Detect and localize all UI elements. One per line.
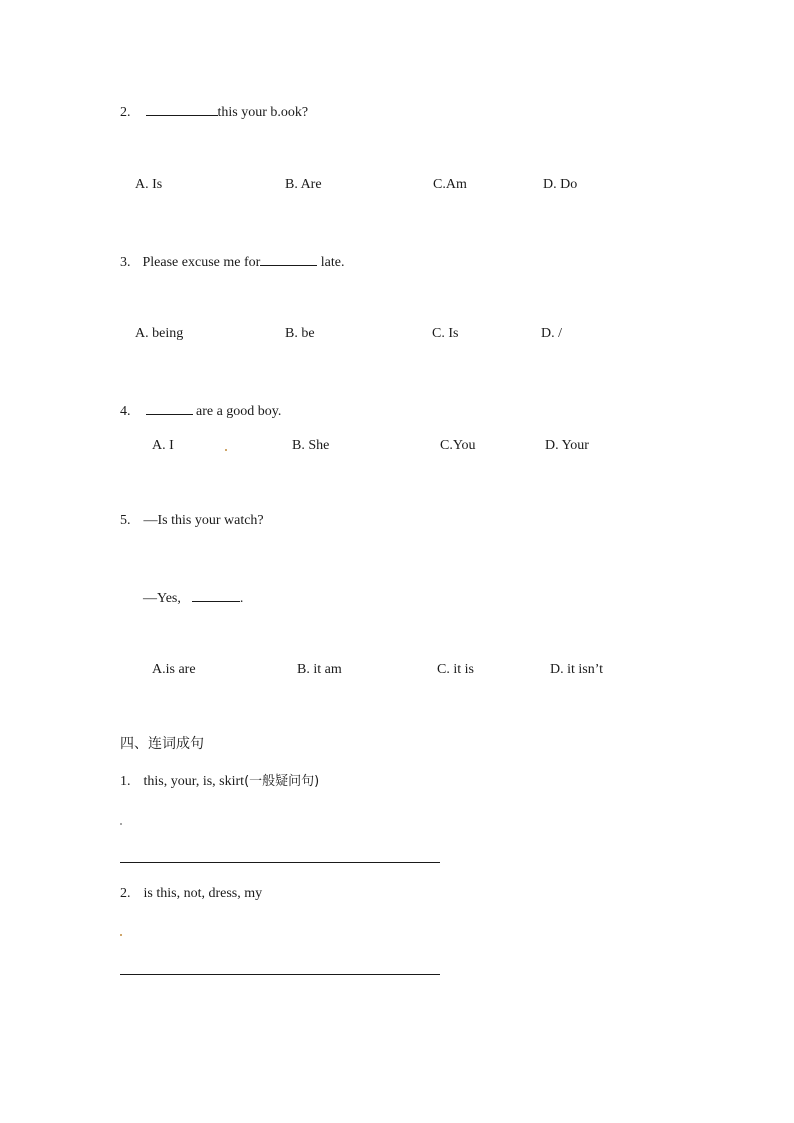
question-number: 4.	[120, 404, 131, 419]
option-b[interactable]: B. it am	[297, 662, 342, 677]
item-number: 2.	[120, 886, 131, 901]
option-a[interactable]: A.is are	[152, 662, 196, 677]
answer-blank[interactable]	[146, 102, 218, 116]
question-3	[120, 252, 345, 271]
question-2	[120, 102, 308, 121]
answer-prefix: —Yes,	[143, 591, 181, 606]
answer-blank[interactable]	[192, 588, 240, 602]
option-c[interactable]: C.You	[440, 438, 476, 453]
question-4	[120, 401, 281, 420]
answer-line-1[interactable]	[120, 862, 440, 863]
item-words: is this, not, dress, my	[143, 886, 263, 901]
option-b[interactable]: B. Are	[285, 177, 322, 192]
option-d[interactable]: D. Do	[543, 177, 578, 192]
question-5	[120, 513, 264, 529]
stray-dot-mark	[120, 934, 122, 936]
answer-line-2[interactable]	[120, 974, 440, 975]
question-5-answer-line	[143, 588, 243, 607]
sentence-item-2	[120, 886, 262, 902]
option-a[interactable]: A. Is	[135, 177, 163, 192]
stray-dot-mark	[225, 449, 227, 451]
option-c[interactable]: C. Is	[432, 326, 459, 341]
question-number: 3.	[120, 255, 131, 270]
item-number: 1.	[120, 774, 131, 789]
sentence-item-1	[120, 774, 319, 790]
question-text: —Is this your watch?	[143, 513, 264, 528]
option-a[interactable]: A. I	[152, 438, 174, 453]
question-number: 5.	[120, 513, 131, 528]
stray-dot-mark	[120, 823, 122, 825]
option-a[interactable]: A. being	[135, 326, 184, 341]
item-words: this, your, is, skirt	[143, 774, 245, 789]
question-number: 2.	[120, 105, 131, 120]
section-title: 四、连词成句	[120, 736, 204, 752]
option-b[interactable]: B. She	[292, 438, 330, 453]
option-b[interactable]: B. be	[285, 326, 315, 341]
option-d[interactable]: D. Your	[545, 438, 589, 453]
question-text: this your b​.ook?	[217, 105, 309, 120]
question-text-end: late.	[317, 255, 345, 270]
option-d[interactable]: D. it isn’t	[550, 662, 604, 677]
answer-blank[interactable]	[146, 401, 193, 415]
option-c[interactable]: C.Am	[433, 177, 467, 192]
option-d[interactable]: D. /	[541, 326, 562, 341]
item-note: (一般疑问句)	[244, 774, 320, 789]
answer-blank[interactable]	[260, 252, 317, 266]
question-text: are a good boy.	[192, 404, 282, 419]
question-text: Please excuse me for	[142, 255, 261, 270]
answer-suffix: .	[239, 591, 244, 606]
option-c[interactable]: C. it is	[437, 662, 474, 677]
